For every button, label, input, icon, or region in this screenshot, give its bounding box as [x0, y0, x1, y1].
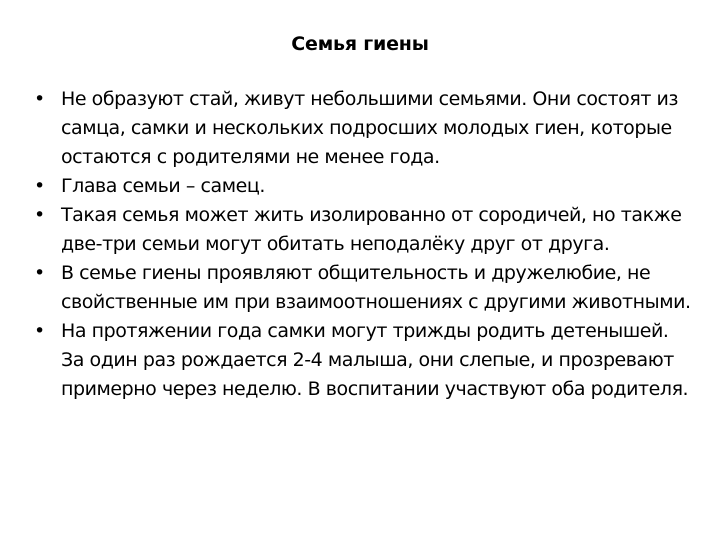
- slide-title: Семья гиены: [291, 33, 429, 55]
- bullet-text: Глава семьи – самец.: [61, 175, 265, 197]
- bullet-item: [34, 85, 694, 172]
- bullet-item: [34, 317, 694, 404]
- bullet-item: [34, 201, 694, 259]
- bullet-dot-icon: •: [34, 175, 45, 197]
- bullet-text: На протяжении года самки могут трижды родить детенышей. За один раз рождается 2-4 малыша, они слепые, и прозревают примерно через неделю. В воспитании участвуют оба родителя.: [61, 320, 689, 400]
- bullet-text: Не образуют стай, живут небольшими семьями. Они состоят из самца, самки и нескольких подросших молодых гиен, которые остаются с родителями не менее года.: [61, 88, 679, 168]
- bullet-dot-icon: •: [34, 320, 45, 342]
- bullet-dot-icon: •: [34, 88, 45, 110]
- bullet-dot-icon: •: [34, 204, 45, 226]
- bullet-item: [34, 172, 694, 201]
- bullet-list: [34, 85, 694, 404]
- bullet-dot-icon: •: [34, 262, 45, 284]
- bullet-item: [34, 259, 694, 317]
- bullet-text: В семье гиены проявляют общительность и дружелюбие, не свойственные им при взаимоотношениях с другими животными.: [61, 262, 691, 313]
- bullet-text: Такая семья может жить изолированно от сородичей, но также две-три семьи могут обитать неподалёку друг от друга.: [61, 204, 682, 255]
